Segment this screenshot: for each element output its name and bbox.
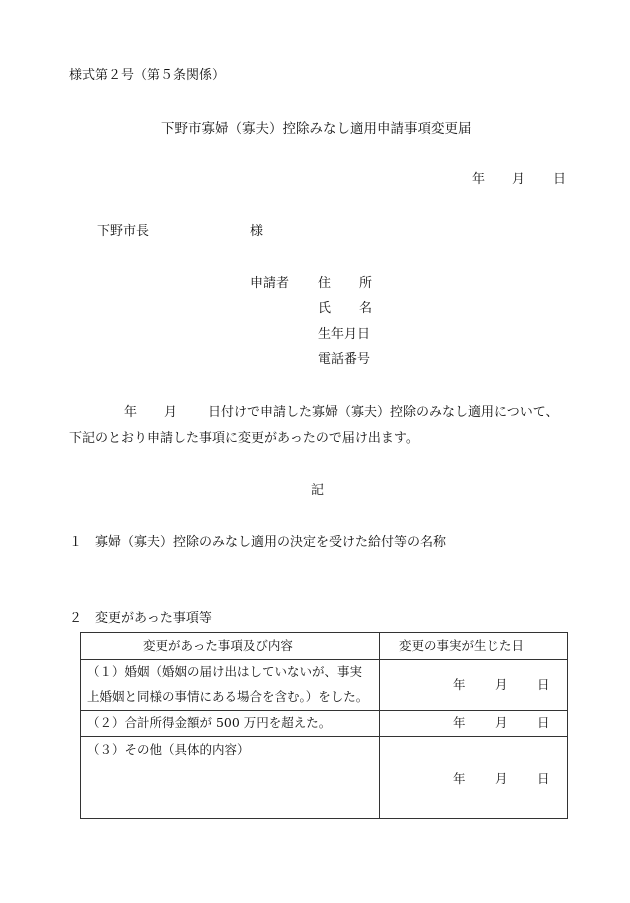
body-year: 年	[124, 405, 138, 420]
row1-line2: 上婚姻と同様の事情にある場合を含む。）をした。	[87, 689, 369, 704]
phone-label: 電話番号	[318, 352, 371, 367]
col1-header: 変更があった事項及び内容	[143, 638, 293, 653]
address-label-2: 所	[359, 276, 373, 291]
name-label-2: 名	[359, 301, 373, 316]
item2-label: ２ 変更があった事項等	[69, 611, 212, 626]
changes-table	[80, 632, 568, 819]
row1-month: 月	[495, 677, 508, 692]
row3-text: （３）その他（具体的内容）	[87, 742, 250, 757]
body-line1-rest: 日付けで申請した寡婦（寡夫）控除のみなし適用について、	[208, 405, 559, 420]
row-divider-1	[81, 710, 567, 711]
row2-text: （２）合計所得金額が 500 万円を超えた。	[87, 715, 332, 730]
ki-heading: 記	[311, 483, 325, 498]
row-divider-2	[81, 736, 567, 737]
col2-header: 変更の事実が生じた日	[399, 638, 525, 653]
addressee: 下野市長	[97, 224, 150, 239]
body-line2: 下記のとおり申請した事項に変更があったので届け出ます。	[69, 431, 419, 446]
row1-line1: （１）婚姻（婚姻の届け出はしていないが、事実	[87, 664, 363, 679]
name-label-1: 氏	[318, 301, 332, 316]
birthdate-label: 生年月日	[318, 327, 371, 342]
applicant-label: 申請者	[250, 276, 290, 291]
row2-day: 日	[537, 715, 550, 730]
date-day: 日	[553, 172, 567, 187]
row2-month: 月	[495, 715, 508, 730]
item1-label: １ 寡婦（寡夫）控除のみなし適用の決定を受けた給付等の名称	[69, 535, 447, 550]
row3-year: 年	[453, 771, 466, 786]
form-number: 様式第２号（第５条関係）	[69, 68, 226, 83]
column-divider	[379, 633, 380, 818]
row3-month: 月	[495, 771, 508, 786]
row2-year: 年	[453, 715, 466, 730]
row-divider-header	[81, 659, 567, 660]
row3-day: 日	[537, 771, 550, 786]
row1-day: 日	[537, 677, 550, 692]
address-label-1: 住	[318, 276, 332, 291]
document-title: 下野市寡婦（寡夫）控除みなし適用申請事項変更届	[161, 121, 472, 137]
date-year: 年	[472, 172, 486, 187]
body-month: 月	[164, 405, 178, 420]
row1-year: 年	[453, 677, 466, 692]
honorific: 様	[250, 224, 264, 239]
date-month: 月	[512, 172, 526, 187]
